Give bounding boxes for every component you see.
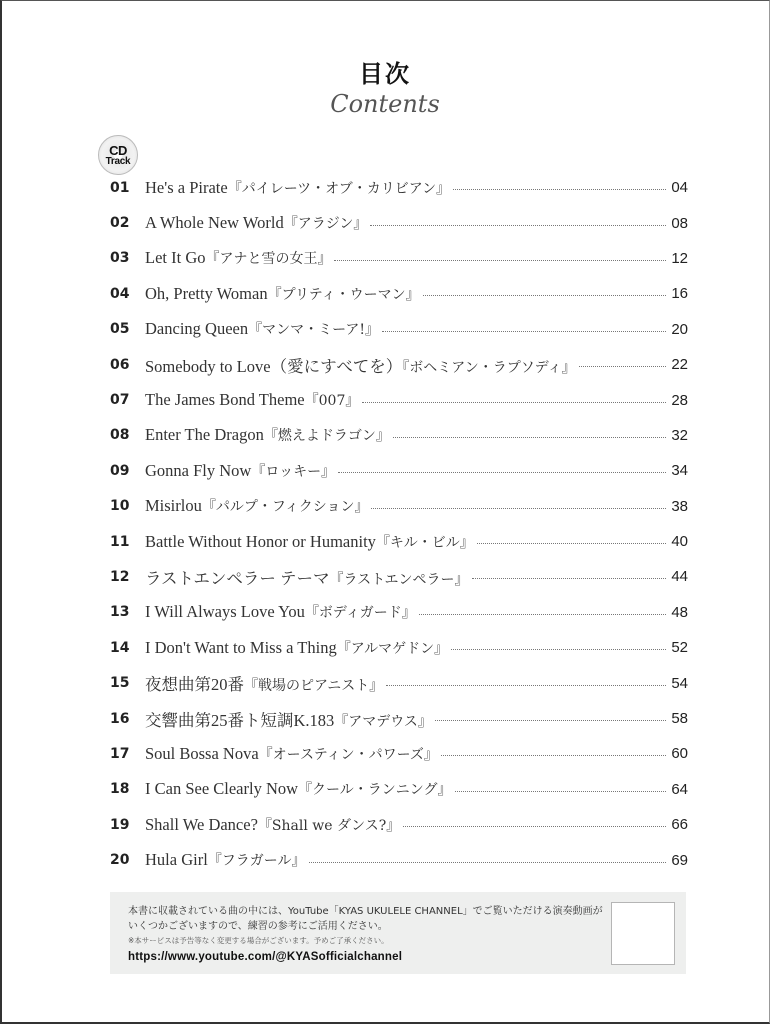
track-number: 18 [110, 781, 130, 798]
page-number: 12 [671, 249, 688, 267]
dot-leader [451, 649, 666, 650]
song-title [145, 496, 368, 516]
song-name: Let It Go [145, 248, 206, 268]
song-name: Dancing Queen [145, 319, 249, 339]
movie-title: 『アルマゲドン』 [336, 640, 449, 657]
toc-entry[interactable] [110, 736, 688, 771]
toc-entry[interactable] [110, 170, 688, 205]
song-name: A Whole New World [145, 213, 284, 233]
toc-entry[interactable] [110, 312, 688, 347]
toc-entry[interactable] [110, 807, 688, 842]
song-title [145, 707, 432, 731]
movie-title: 『オースティン・パワーズ』 [258, 746, 438, 763]
movie-title: 『燃えよドラゴン』 [263, 428, 390, 445]
toc-entry[interactable] [110, 524, 688, 559]
song-title [145, 213, 367, 233]
movie-title: 『フラガール』 [207, 853, 306, 870]
movie-title: 『プリティ・ウーマン』 [267, 286, 420, 303]
toc-entry[interactable] [110, 241, 688, 276]
movie-title: 『ボディガード』 [304, 605, 416, 622]
note-disclaimer: ※本サービスは予告等なく変更する場合がございます。予めご了承ください。 [128, 936, 389, 945]
track-number: 08 [110, 427, 130, 444]
song-name: Shall We Dance? [145, 814, 258, 834]
page-number: 28 [671, 391, 688, 409]
toc-entry[interactable] [110, 595, 688, 630]
song-title [145, 178, 450, 198]
dot-leader [435, 720, 666, 721]
page-subtitle: Contents [330, 90, 440, 118]
movie-title: 『キル・ビル』 [375, 534, 474, 551]
toc-entry[interactable] [110, 842, 688, 877]
track-number: 15 [110, 675, 130, 692]
movie-title: 『戦場のピアニスト』 [244, 678, 384, 695]
song-name: I Can See Clearly Now [145, 779, 299, 799]
dot-leader [403, 826, 666, 827]
song-title [145, 815, 400, 835]
page-number: 20 [671, 320, 688, 338]
song-title [145, 319, 379, 339]
movie-title: 『ラストエンペラー』 [329, 571, 469, 588]
page-number: 64 [671, 780, 688, 798]
song-name: I Don't Want to Miss a Thing [145, 637, 337, 657]
toc-entry[interactable] [110, 701, 688, 736]
dot-leader [477, 543, 666, 544]
song-title [145, 744, 438, 764]
dot-leader [362, 402, 666, 403]
page-number: 60 [671, 745, 688, 763]
page-number: 04 [671, 179, 688, 197]
song-title [145, 461, 335, 481]
song-title [145, 602, 416, 622]
page-number: 32 [671, 426, 688, 444]
toc-entry[interactable] [110, 205, 688, 240]
track-number: 20 [110, 852, 130, 869]
song-title [145, 565, 469, 589]
page-number: 44 [671, 568, 688, 586]
note-text: 本書に収載されている曲の中には、YouTube「KYAS UKULELE CHANNEL」でご覧いただける演奏動画がいくつかございますので、練習の参考にご活用ください。 [128, 906, 603, 932]
dot-leader [423, 295, 666, 296]
song-name: Somebody to Love（愛にすべてを） [145, 356, 403, 376]
song-name: Battle Without Honor or Humanity [145, 531, 376, 551]
dot-leader [334, 260, 666, 261]
song-name: Hula Girl [145, 850, 208, 870]
movie-title: 『007』 [304, 393, 360, 410]
toc-entry[interactable] [110, 559, 688, 594]
page-number: 16 [671, 285, 688, 303]
song-title [145, 353, 576, 377]
track-number: 05 [110, 321, 130, 338]
song-name: Enter The Dragon [145, 425, 264, 445]
movie-title: 『ロッキー』 [251, 463, 336, 480]
movie-title: 『アラジン』 [283, 216, 368, 233]
toc-entry[interactable] [110, 276, 688, 311]
youtube-url-link[interactable]: https://www.youtube.com/@KYASofficialchannel [128, 951, 403, 963]
track-number: 16 [110, 710, 130, 727]
song-name: 夜想曲第20番 [145, 675, 244, 695]
movie-title: 『Shall we ダンス?』 [257, 817, 401, 834]
track-number: 17 [110, 745, 130, 762]
song-title [145, 671, 383, 695]
dot-leader [382, 331, 666, 332]
toc-entry[interactable] [110, 489, 688, 524]
cd-label: CD [109, 142, 127, 158]
youtube-note-box [110, 892, 686, 974]
cd-track-icon [98, 135, 138, 175]
song-title [145, 779, 452, 799]
track-number: 07 [110, 392, 130, 409]
page-title: 目次 [359, 60, 411, 88]
dot-leader [453, 189, 666, 190]
page-number: 48 [671, 603, 688, 621]
dot-leader [419, 614, 666, 615]
song-name: Gonna Fly Now [145, 460, 252, 480]
dot-leader [455, 791, 667, 792]
movie-title: 『パルプ・フィクション』 [201, 499, 369, 516]
track-number: 06 [110, 356, 130, 373]
qr-code-placeholder[interactable] [611, 902, 675, 965]
dot-leader [371, 508, 666, 509]
movie-title: 『クール・ランニング』 [298, 782, 452, 799]
movie-title: 『アマデウス』 [334, 713, 432, 730]
movie-title: 『ボヘミアン・ラプソディ』 [402, 359, 576, 376]
song-name: He's a Pirate [145, 177, 228, 197]
song-title [145, 284, 420, 304]
dot-leader [309, 862, 666, 863]
toc-entry[interactable] [110, 347, 688, 382]
song-name: Soul Bossa Nova [145, 743, 259, 763]
song-name: I Will Always Love You [145, 602, 305, 622]
song-name: 交響曲第25番ト短調K.183 [145, 710, 335, 730]
movie-title: 『マンマ・ミーア!』 [248, 322, 380, 339]
toc-entry[interactable] [110, 630, 688, 665]
track-number: 10 [110, 498, 130, 515]
track-number: 04 [110, 285, 130, 302]
song-title [145, 532, 474, 552]
track-number: 13 [110, 604, 130, 621]
dot-leader [441, 755, 666, 756]
track-number: 09 [110, 462, 130, 479]
dot-leader [393, 437, 666, 438]
track-number: 02 [110, 215, 130, 232]
toc-entry[interactable] [110, 382, 688, 417]
song-title [145, 850, 306, 870]
toc-entry[interactable] [110, 453, 688, 488]
page-number: 69 [671, 851, 688, 869]
dot-leader [579, 366, 666, 367]
track-number: 19 [110, 816, 130, 833]
movie-title: 『パイレーツ・オブ・カリビアン』 [227, 180, 451, 197]
song-name: ラストエンペラー テーマ [145, 568, 330, 588]
page-number: 38 [671, 497, 688, 515]
track-number: 11 [110, 533, 130, 550]
page-number: 34 [671, 462, 688, 480]
song-name: The James Bond Theme [145, 390, 305, 410]
page-number: 52 [671, 639, 688, 657]
page-number: 40 [671, 533, 688, 551]
dot-leader [370, 225, 666, 226]
page-number: 58 [671, 710, 688, 728]
page-number: 22 [671, 356, 688, 374]
song-title [145, 638, 448, 658]
song-title [145, 390, 359, 410]
toc-entry[interactable] [110, 665, 688, 700]
track-number: 01 [110, 179, 130, 196]
dot-leader [472, 578, 666, 579]
movie-title: 『アナと雪の女王』 [205, 251, 332, 268]
track-number: 03 [110, 250, 130, 267]
page-number: 54 [671, 674, 688, 692]
song-name: Misirlou [145, 496, 202, 516]
track-number: 12 [110, 568, 130, 585]
page-number: 66 [671, 816, 688, 834]
page-number: 08 [671, 214, 688, 232]
table-of-contents [110, 170, 688, 878]
toc-entry[interactable] [110, 772, 688, 807]
dot-leader [386, 685, 666, 686]
track-number: 14 [110, 639, 130, 656]
song-title [145, 248, 331, 268]
toc-entry[interactable] [110, 418, 688, 453]
song-name: Oh, Pretty Woman [145, 283, 268, 303]
song-title [145, 425, 390, 445]
track-label: Track [105, 155, 131, 167]
dot-leader [338, 472, 666, 473]
